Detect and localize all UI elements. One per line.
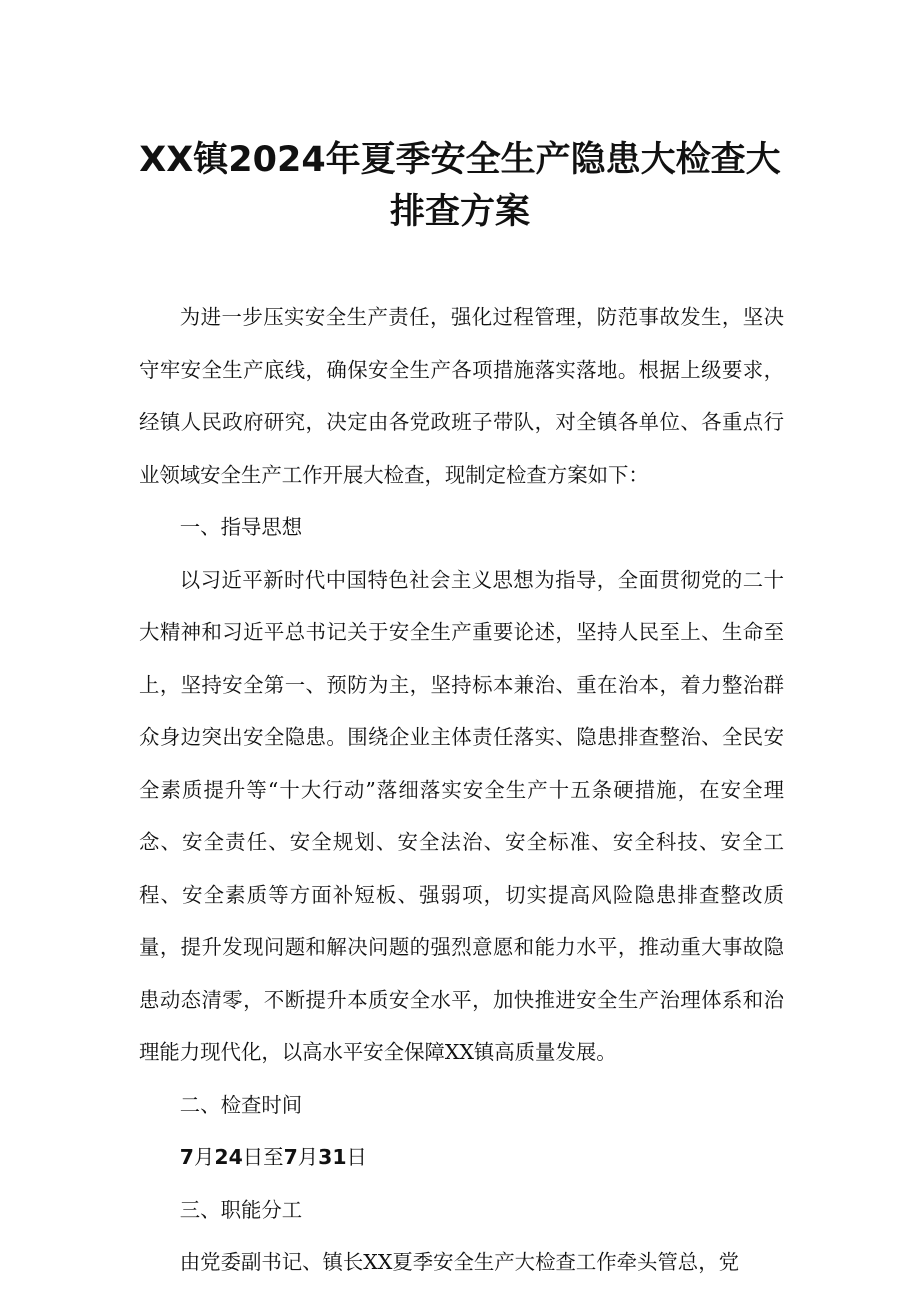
guiding-ideology-paragraph: 以习近平新时代中国特色社会主义思想为指导，全面贯彻党的二十大精神和习近平总书记关于安全生产重要论述，坚持人民至上、生命至上，坚持安全第一、预防为主，坚持标本兼治、重在治本，着力整治群众身边突出安全隐患。围绕企业主体责任落实、隐患排查整治、全民安全素质提升等“十大行动”落细落实安全生产十五条硬措施，在安全理念、安全责任、安全规划、安全法治、安全标准、安全科技、安全工程、安全素质等方面补短板、强弱项，切实提高风险隐患排查整改质量，提升发现问题和解决问题的强烈意愿和能力水平，推动重大事故隐患动态清零，不断提升本质安全水平，加快推进安全生产治理体系和治理能力现代化，以高水平安全保障XX镇高质量发展。 [139, 567, 784, 1064]
section-heading-responsibilities: 三、职能分工 [179, 1197, 303, 1222]
end-month: 7 [283, 1145, 298, 1169]
section-heading-inspection-time: 二、检查时间 [179, 1092, 303, 1117]
month-char-2: 月 [297, 1145, 319, 1169]
start-day: 24 [214, 1145, 243, 1169]
day-char-2: 日 [346, 1145, 367, 1169]
to-char: 至 [263, 1145, 284, 1169]
document-body [139, 291, 784, 1289]
start-month: 7 [179, 1145, 194, 1169]
responsibilities-paragraph: 由党委副书记、镇长XX夏季安全生产大检查工作牵头管总，党 [179, 1250, 739, 1274]
month-char: 月 [194, 1145, 215, 1169]
section-heading-guiding-ideology: 一、指导思想 [179, 515, 303, 539]
end-day: 31 [318, 1145, 347, 1169]
intro-paragraph: 为进一步压实安全生产责任，强化过程管理，防范事故发生，坚决守牢安全生产底线，确保安全生产各项措施落实落地。根据上级要求，经镇人民政府研究，决定由各党政班子带队，对全镇各单位、各重点行业领域安全生产工作开展大检查，现制定检查方案如下： [139, 305, 784, 487]
document-title-line-1: XX镇2024年夏季安全生产隐患大检查大 [139, 140, 781, 180]
day-char: 日 [242, 1145, 264, 1169]
document-title-line-2: 排查方案 [389, 192, 530, 232]
inspection-date-range [139, 1131, 784, 1184]
